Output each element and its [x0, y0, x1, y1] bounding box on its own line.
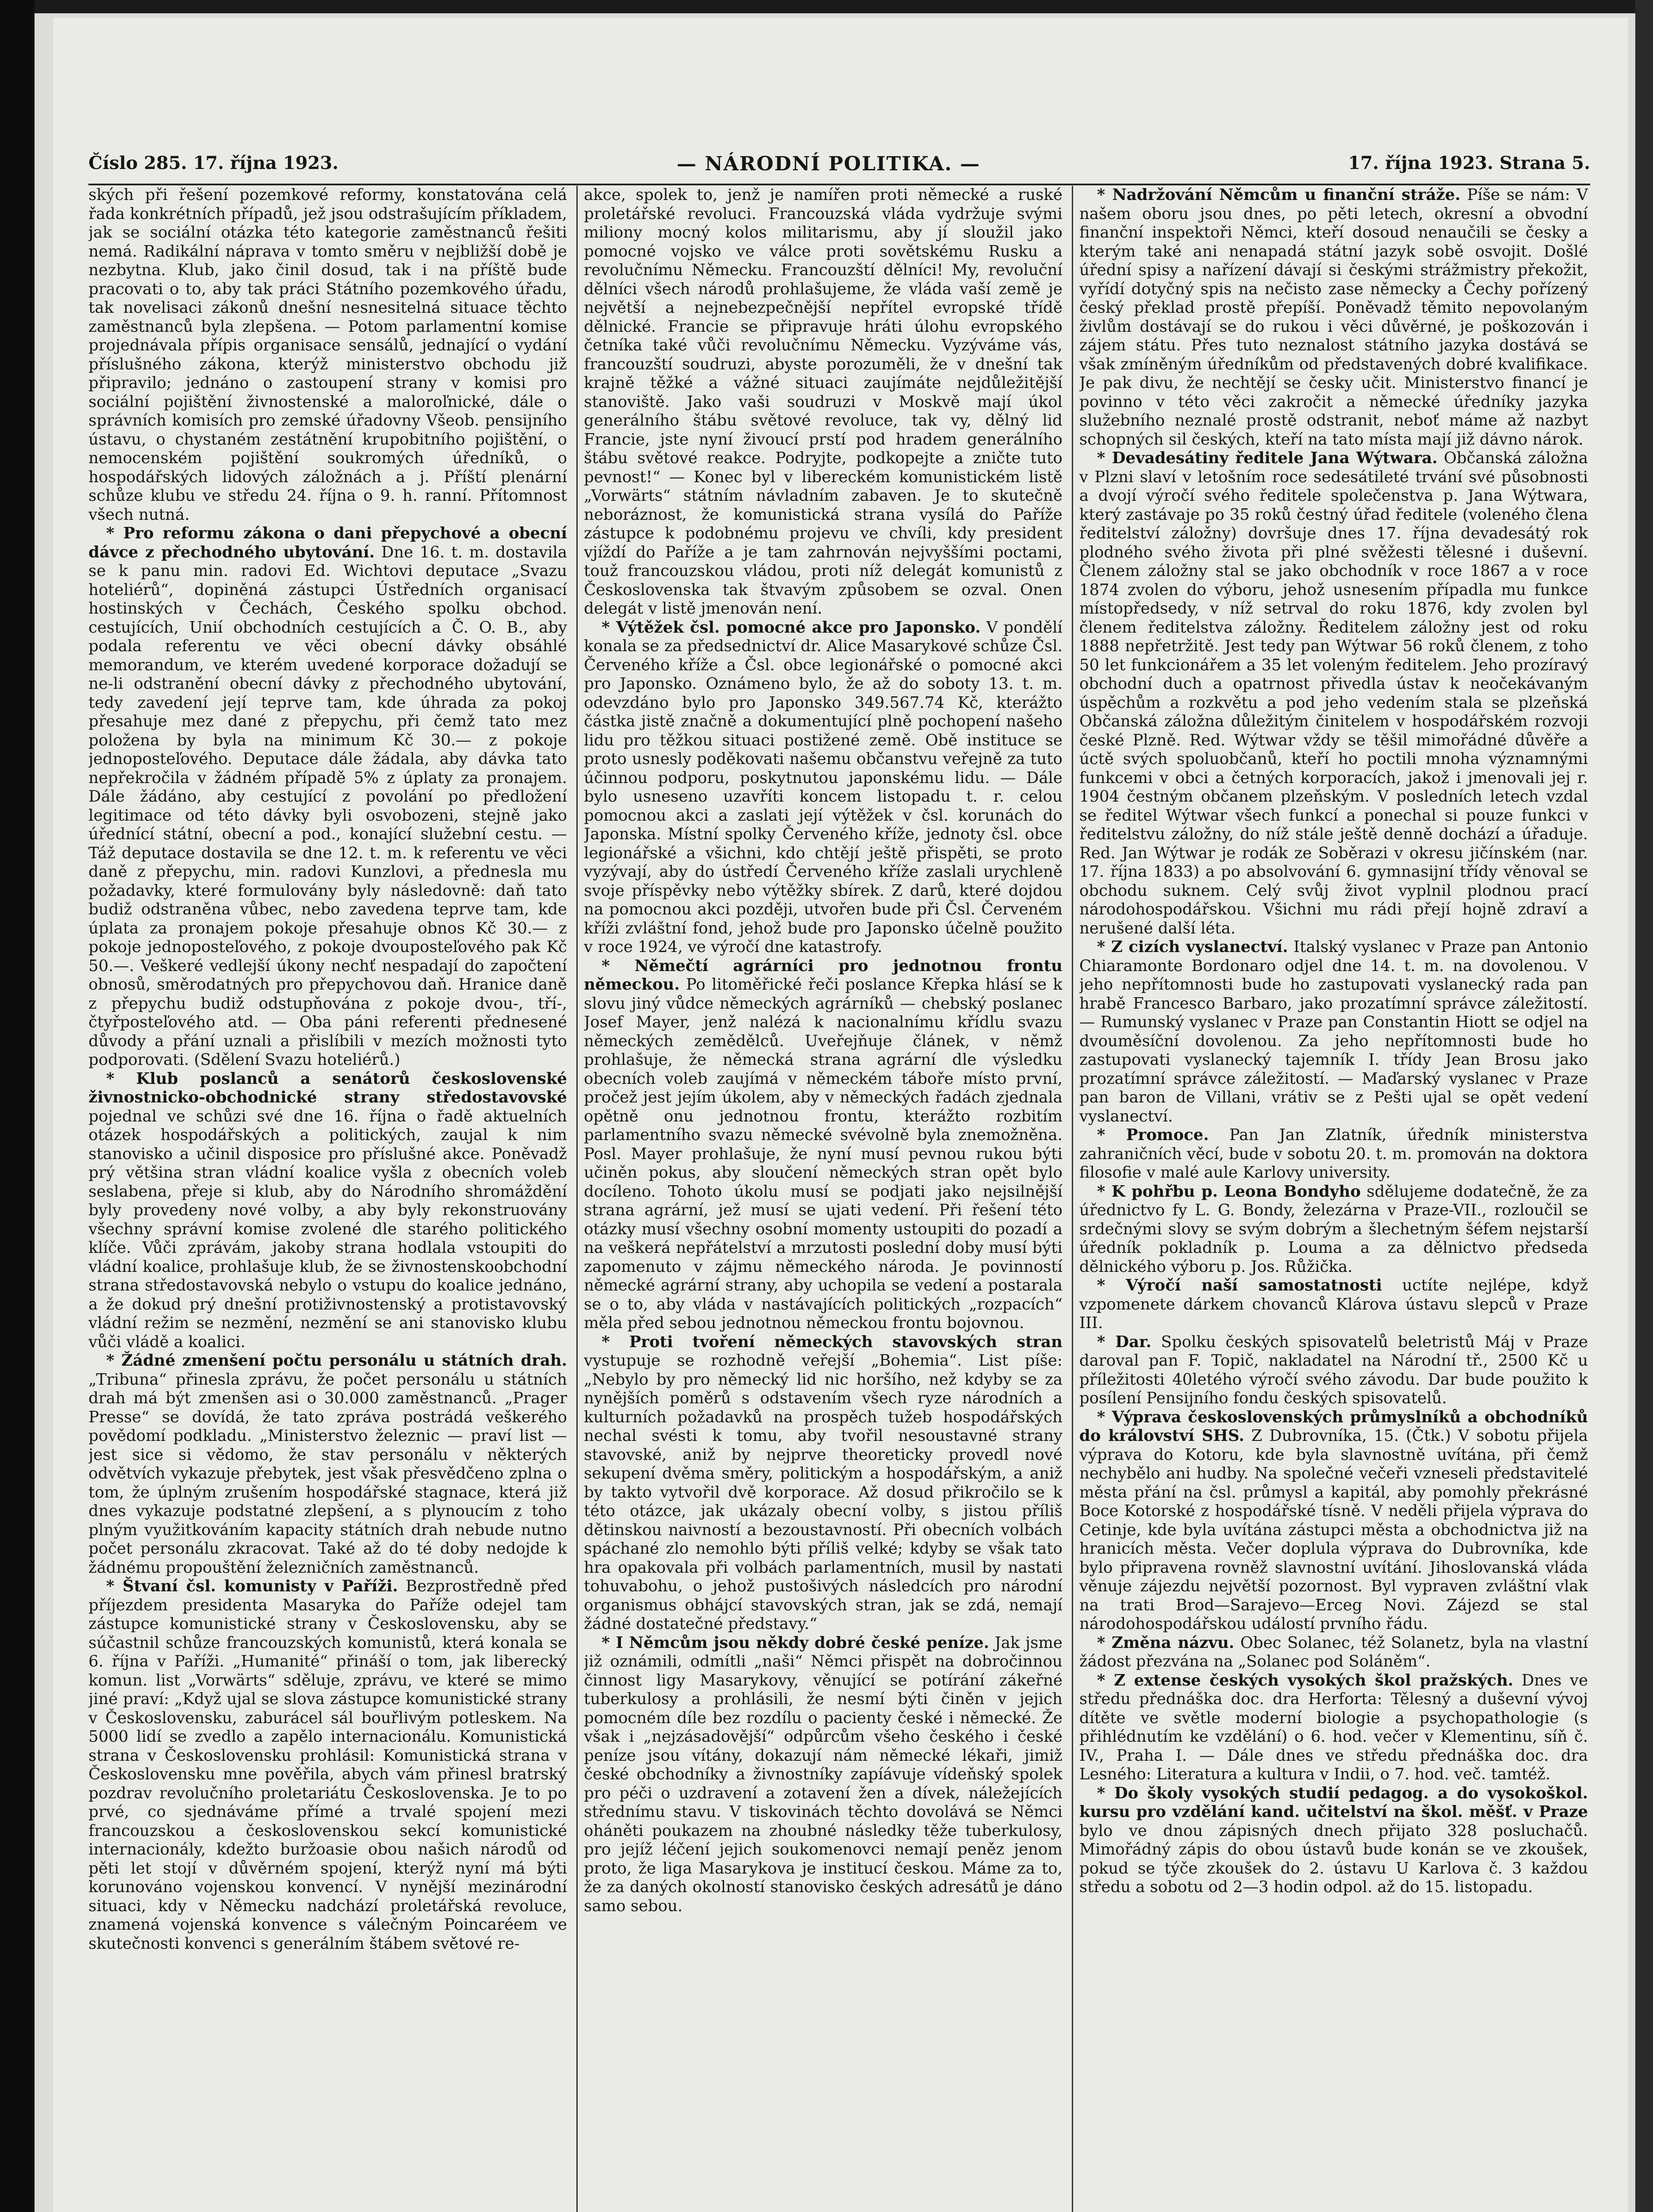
article-headline: * Výprava československých průmyslníků a obchodníků do království SHS.	[1079, 1408, 1588, 1445]
article-headline: * Výročí naší samostatnosti	[1097, 1276, 1382, 1294]
article-headline: * Pro reformu zákona o dani přepychové a obecní dávce z přechodného ubytování.	[88, 524, 567, 561]
column-divider	[1072, 186, 1073, 2212]
masthead-title: — NÁRODNÍ POLITIKA. —	[677, 153, 981, 175]
article-body: V pondělí konala se za předsednictví dr. Alice Masarykové schůze Čsl. Červeného kříže a Čsl. obce legionářské o pomocné akci pro Japonsko. Oznámeno bylo, že až do soboty 13. t. m. odevzdáno bylo pro Japonsko 349.567.74 Kč, kterážto částka jistě značně a dokumentující plně pochopení našeho lidu pro těžkou situaci postižené země. Obě instituce se proto usnesly poděkovati našemu občanstvu veřejně za tuto účinnou podporu, poskytnutou japonskému lidu. — Dále bylo usneseno uzavříti koncem listopadu t. r. celou pomocnou akci a zaslati její výtěžek v čsl. korunách do Japonska. Místní spolky Červeného kříže, jednoty čsl. obce legionářské a všichni, kdo chtějí ještě přispěti, se proto vyzývají, aby do ústředí Červeného kříže zaslali urychleně svoje příspěvky nebo výtěžky sbírek. Z darů, které dojdou na pomocnou akci později, utvořen bude při Čsl. Červeném kříži zvláštní fond, jehož bude pro Japonsko účelně použito v roce 1924, ve výročí dne katastrofy.	[584, 618, 1062, 956]
column-1	[88, 186, 567, 2212]
article-body: uctíte nejlépe, když vzpomenete dárkem chovanců Klárova ústavu slepců v Praze III.	[1079, 1276, 1588, 1332]
article-body: bylo ve dnou zápisných dnech přijato 328 posluchačů. Mimořádný zápis do obou ústavů bude konán se ve zkoušek, pokud se týče zkoušek do 2. ústavu U Karlova č. 3 každou středu a sobotu od 2—3 hodin odpol. až do 15. listopadu.	[1079, 1821, 1588, 1896]
article-headline: * Do školy vysokých studií pedagog. a do vysokoškol. kursu pro vzdělání kand. učitelství na škol. měšť. v Praze	[1079, 1784, 1588, 1821]
article-body: vystupuje se rozhodně veřejší „Bohemia“. List píše: „Nebylo by pro německý lid nic horšího, než kdyby se za nynějších poměrů s odstavením všech ryze národních a kulturních požadavků na prospěch tužeb hospodářských nechal svésti k tomu, aby tvořil nesoustavné strany stavovské, aniž by nejprve theoreticky provedl nové sekupení dvěma směry, politickým a hospodářským, a aniž by takto vytvořil dvě korporace. Až dosud přikročilo se k této otázce, jak ukázaly obecní volby, s jistou příliš dětinskou naivností a bezoustavností. Při obecních volbách spáchané zlo nemohlo býti příliš velké; kdyby se však tato hra opakovala při volbách parlamentních, musil by nastati tohuvabohu, o jehož pustošivých následcích pro národní organismus obhájcí stavovských stran, jak se zdá, nemají žádné dostatečné představy.“	[584, 1352, 1062, 1633]
article-headline: * I Němcům jsou někdy dobré české peníze.	[602, 1633, 989, 1652]
article-headline: * Promoce.	[1097, 1126, 1209, 1144]
article	[1079, 1183, 1588, 1277]
article-body: „Tribuna“ přinesla zprávu, že počet personálu u státních drah má být zmenšen asi o 30.000 zaměstnanců. „Prager Presse“ se dovídá, že tato zpráva postrádá veškerého povědomí podkladu. „Ministerstvo železnic — praví list — jest sice si vědomo, že stav personálu v některých odvětvích vykazuje přebytek, jest však přesvědčeno zplna o tom, že úplným zrušením hospodářské stagnace, která již dnes vykazuje podstatné zlepšení, a s plynoucím z toho plným využitkováním kapacity státních drah nebude nutno počet personálu zkracovat. Také až do té doby nedojde k žádnému propouštění železničních zaměstnanců.	[88, 1370, 567, 1577]
article	[1079, 1276, 1588, 1333]
page-header	[88, 153, 1590, 184]
article-body: sdělujeme dodatečně, že za úřednictvo fy L. G. Bondy, železárna v Praze-VII., rozloučil se srdečnými slovy se svým dobrým a šlechetným šéfem nejstarší úředník pokladník p. Louma a za dělnictvo předseda dělnického výboru p. Jos. Růžička.	[1079, 1182, 1588, 1276]
article-body: Občanská záložna v Plzni slaví v letošním roce sedesátileté trvání své působnosti a dvojí výročí svého ředitele společenstva p. Jana Wýtwara, který zastávaje po 35 roků čestný úřad ředitele (voleného člena ředitelství záložny) dovršuje dnes 17. října devadesátý rok plodného svého života při plné svěžesti tělesné i duševní. Členem záložny stal se jako obchodník v roce 1867 a v roce 1874 zvolen do výboru, jehož usnesením případla mu funkce místopředsedy, v níž setrval do roku 1876, kdy zvolen byl členem ředitelstva záložny. Ředitelem záložny jest od roku 1888 nepřetržitě. Jest tedy pan Wýtwar 56 roků členem, z toho 50 let funkcionářem a 35 let voleným ředitelem. Jeho prozíravý obchodní duch a opatrnost přivedla ústav k neočekávaným úspěchům a rozkvětu a pod jeho vedením stala se plzeňská Občanská záložna důležitým činitelem v hospodářském rozvoji české Plzně. Red. Wýtwar vždy se těšil mimořádné důvěře a úctě svých spoluobčanů, kteří ho poctili mnoha významnými funkcemi v obci a četných korporacích, jakož i jmenovali jej r. 1904 čestným občanem plzeňským. V posledních letech vzdal se ředitel Wýtwar všech funkcí a ponechal si pouze funkci v ředitelstvu záložny, do níž stále ještě denně dochází a úřaduje. Red. Jan Wýtwar je rodák ze Soběrazi v okresu jičínském (nar. 17. října 1833) a po absolvování 6. gymnasijní třídy věnoval se obchodu suknem. Celý svůj život vyplnil plodnou prací národohospodářskou. Všichni mu rádi přejí hojně zdraví a nerušené další léta.	[1079, 449, 1588, 937]
article	[88, 524, 567, 1070]
article-headline: * Z extense českých vysokých škol pražských.	[1097, 1671, 1514, 1690]
column-2	[584, 186, 1062, 2212]
article	[1079, 1671, 1588, 1784]
article-body: Dne 16. t. m. dostavila se k panu min. radovi Ed. Wichtovi deputace „Svazu hoteliérů“, dopiněná zástupci Ústředních organisací hostinských v Čechách, Českého spolku obchod. cestujících, Unií obchodních cestujících a Č. O. B., aby podala referentu ve věci obecní dávky obsáhlé memorandum, ve kterém uvedené korporace dožadují se ne-li odstranění obecní dávky z přechodného ubytování, tedy zavedení její teprve tam, kde úhrada za pokoj přesahuje mez dané z přepychu, při čemž tato mez položena by byla na minimum Kč 30.— z pokoje jednoposteľového. Deputace dále žádala, aby dávka tato nepřekročila v žádném případě 5% z úplaty za pronajem. Dále žádáno, aby cestující z povolání po předložení legitimace od této dávky byli osvobozeni, stejně jako úřednící státní, obecní a pod., konající služební cestu. — Táž deputace dostavila se dne 12. t. m. k referentu ve věci daně z přepychu, min. radovi Kunzlovi, a přednesla mu požadavky, které formulovány byly následovně: daň tato budiž odstraněna vůbec, nebo zavedena teprve tam, kde úplata za pronajem pokoje přesahuje obnos Kč 30.— z pokoje jednoposteľového, z pokoje dvouposteľového pak Kč 50.—. Veškeré vedlejší úkony nechť nespadají do započtení obnosů, směrodatných pro přepychovou daň. Hranice daně z přepychu budiž odstupňována z pokoje dvou-, tří-, čtyřposteľového atd. — Oba páni referenti přednesené důvody a přání uznali a přislíbili v mezích možnosti tyto podporovati. (Sdělení Svazu hoteliérů.)	[88, 543, 567, 1069]
article	[1079, 1784, 1588, 1897]
article	[1079, 186, 1588, 449]
article	[88, 1070, 567, 1352]
article-body: Bezprostředně před příjezdem presidenta Masaryka do Paříže odejel tam zástupce komunistické strany v Československu, aby se súčastnil schůze francouzských komunistů, která konala se 6. října v Paříži. „Humanité“ přináší o tom, jak liberecký komun. list „Vorwärts“ sděluje, zprávu, ve které se mimo jiné praví: „Když ujal se slova zástupce komunistické strany v Československu, zaburácel sál bouřlivým potleskem. Na 5000 lidí se zvedlo a zapělo internacionálu. Komunistická strana v Československu prohlásil: Komunistická strana v Československu mne pověřila, abych vám přinesl bratrský pozdrav revolučního proletariátu Československa. Je to po prvé, co sjednáváme přímé a trvalé spojení mezi francouzskou a československou sekcí komunistické internacionály, kdežto buržoasie obou našich národů od pěti let stojí v důvěrném spojení, kterýž nyní má býti korunováno vojenskou konvencí. V nynější mezinárodní situaci, kdy v Německu nadchází proletářská revoluce, znamená vojenská konvence s válečným Poincaréem ve skutečnosti konvenci s generálním štábem světové re-	[88, 1577, 567, 1953]
article: ských při řešení pozemkové reformy, konstatována celá řada konkrétních případů, jež jsou odstrašujícím příkladem, jak se sociální otázka této kategorie zaměstnanců řešiti nemá. Radikální náprava v tomto směru v nejbližší době je nezbytna. Klub, jako činil dosud, tak i na příště bude pracovati o to, aby tak práci Státního pozemkového úřadu, tak novelisaci zákonů dnešní nesnesitelná situace těchto zaměstnanců byla zlepšena. — Potom parlamentní komise projednávala přípis organisace sensálů, jednající o vydání příslušného zákona, kterýž ministerstvo obchodu již připravilo; jednáno o zastoupení strany v komisi pro sociální pojištění živnostenské a maloroľnické, dále o správních komisích pro zemské úřadovny Všeob. pensijního ústavu, o chystaném zestátnění krupobitního pojištění, o nemocenském pojištění soukromých úředníků, o hospodářských lidových záložnách a j. Příští plenární schůze klubu ve středu 24. října o 9. h. ranní. Přítomnost všech nutná.	[88, 186, 567, 524]
article-headline: * Němečtí agrárníci pro jednotnou frontu německou.	[584, 956, 1062, 994]
scan-border-left	[0, 0, 35, 2212]
article	[584, 618, 1062, 957]
article	[1079, 1634, 1588, 1671]
issue-number: Číslo 285. 17. října 1923.	[88, 153, 339, 173]
column-3	[1079, 186, 1588, 2212]
article-headline: * Změna názvu.	[1097, 1633, 1235, 1652]
header-rule	[88, 184, 1590, 185]
article	[88, 1352, 567, 1577]
article	[1079, 1333, 1588, 1408]
article	[1079, 938, 1588, 1126]
article-body: Z Dubrovníka, 15. (Čtk.) V sobotu přijela výprava do Kotoru, kde byla slavnostně uvítána, při čemž nechybělo ani hudby. Na společné večeři vzneseli představitelé města přání na čsl. průmysl a kapitál, aby pomohly překrásné Boce Kotorské z hospodářské tísně. V neděli přijela výprava do Cetinje, kde byla uvítána zástupci města a obchodnictva již na hranicích města. Večer doplula výprava do Dubrovníka, kde bylo připravena rovněž slavnostní uvítání. Jihoslovanská vláda věnuje zájezdu největší pozornost. Byl vypraven zvláštní vlak na trati Brod—Sarajevo—Erceg Novi. Zájezd se stal národohospodářskou událostí prvního řádu.	[1079, 1427, 1588, 1633]
article	[88, 1577, 567, 1953]
article-body: Pan Jan Zlatník, úředník ministerstva zahraničních věcí, bude v sobotu 20. t. m. promován na doktora filosofie v malé aule Karlovy university.	[1079, 1126, 1588, 1182]
article	[1079, 1408, 1588, 1634]
article-headline: * Žádné zmenšení počtu personálu u státních drah.	[106, 1352, 567, 1370]
article	[584, 1333, 1062, 1634]
article-body: pojednal ve schůzi své dne 16. října o řadě aktuelních otázek hospodářských a politických, zaujal k nim stanovisko a učinil disposice pro příslušné akce. Poněvadž prý většina stran vládní koalice vyšla z obecních voleb seslabena, přeje si klub, aby do Národního shromáždění byly provedeny nové volby, a aby byly rekonstruovány všechny správní komise zvolené dle starého politického klíče. Vůči zprávám, jakoby strana hodlala vstoupiti do vládní koalice, prohlašuje klub, že se živnostenskoobchodní strana středostavovská nebylo o vstupu do koalice jednáno, a že dokud prý dnešní protiživnostenský a protistavovský vládní režim se nezmění, nezmění se ani stanovisko klubu vůči vládě a koalici.	[88, 1107, 567, 1351]
article-headline: * Z cizích vyslanectví.	[1097, 938, 1288, 956]
article-headline: * K pohřbu p. Leona Bondyho	[1097, 1182, 1361, 1201]
article-headline: * Nadržování Němcům u finanční stráže.	[1097, 186, 1461, 204]
article-headline: * Devadesátiny ředitele Jana Wýtwara.	[1097, 449, 1438, 467]
scan-border-right	[1635, 0, 1653, 2212]
column-divider	[576, 186, 578, 2212]
scan-border-top	[0, 0, 1653, 13]
article: akce, spolek to, jenž je namířen proti německé a ruské proletářské revoluci. Francouzská vláda vydržuje svými miliony mocný kolos militarismu, aby jí sloužil jako pomocné vojsko ve válce proti sovětskému Rusku a revolučnímu Německu. Francouzští dělníci! My, revoluční dělníci všech národů prohlašujeme, že vláda vaší země je největší a nejnebezpečnější nepřítel evropské třídě dělnické. Francie se připravuje hráti úlohu evropského četníka také vůči revolučnímu Německu. Vyzýváme vás, francouzští soudruzi, abyste porozuměli, že v dnešní tak krajně těžké a vážné situaci zaujímáte nejdůležitější stanoviště. Jako vaši soudruzi v Moskvě mají úkol generálního štábu světové revoluce, tak vy, dělný lid Francie, jste nyní živoucí prstí pod hradem generálního štábu světové reakce. Podryjte, podkopejte a zničte tuto pevnost!“ — Konec byl v libereckém komunistickém listě „Vorwärts“ státním návladním zabaven. Je to skutečně neboráznost, že komunistická strana vysílá do Paříže zástupce k podobnému projevu ve chvíli, kdy president vjíždí do Paříže a je tam zahrnován nejvyššími poctami, touž francouzskou vládou, proti níž delegát komunistů z Československa tak štvavým způsobem se ozval. Onen delegát v listě jmenován není.	[584, 186, 1062, 618]
article	[584, 957, 1062, 1333]
article	[1079, 1126, 1588, 1183]
article-headline: * Klub poslanců a senátorů československé živnostnicko-obchodnické strany středostavovské	[88, 1069, 567, 1106]
article-headline: * Proti tvoření německých stavovských stran	[602, 1333, 1062, 1351]
article-body: Italský vyslanec v Praze pan Antonio Chiaramonte Bordonaro odjel dne 14. t. m. na dovolenou. V jeho nepřítomnosti bude ho zastupovati vyslanecký rada pan hrabě Francesco Barbaro, jako prozatímní správce záležitostí. — Rumunský vyslanec v Praze pan Constantin Hiott se odjel na dvouměsíční dovolenou. Za jeho nepřítomnosti bude ho zastupovati vyslanecký tajemník I. třídy Jean Brosu jako prozatímní správce záležitostí. — Maďarský vyslanec v Praze pan baron de Villani, vrátiv se z Pešti ujal se opět vedení vyslanectví.	[1079, 938, 1588, 1125]
date-page-number: 17. října 1923. Strana 5.	[1348, 153, 1590, 173]
article-headline: * Výtěžek čsl. pomocné akce pro Japonsko.	[602, 618, 981, 637]
article-body: Obec Solanec, též Solanetz, byla na vlastní žádost přezvána na „Solanec pod Soláněm“.	[1079, 1633, 1588, 1671]
article-headline: * Štvaní čsl. komunisty v Paříži.	[106, 1577, 398, 1595]
article-body: Spolku českých spisovatelů beletristů Máj v Praze daroval pan F. Topič, nakladatel na Národní tř., 2500 Kč u příležitosti 40letého výročí svého závodu. Dar bude použito k posílení Pensijního fondu českých spisovatelů.	[1079, 1333, 1588, 1407]
article	[584, 1634, 1062, 1916]
article-body: Jak jsme již oznámili, odmítli „naši“ Němci přispět na dobročinnou činnost ligy Masarykovy, věnující se potírání zákeřné tuberkulosy a prohlásili, že nesmí býti činěn v jejich pomocném díle bez rozdílu o pacienty české i německé. Že však i „nejzásadovější“ odpůrcům všeho českého i české peníze jsou vítány, dokazují nám německé lékaři, jimiž české obchodníky a živnostníky zapíávuje vídeňský spolek pro péči o uzdravení a zotavení žen a dívek, náležejících střednímu stavu. V tiskovinách těchto dovolává se Němci oháněti poukazem na zhoubné následky těže tuberkulosy, pro jejíž léčení jejich soukomenovci nemají peněz jenom proto, že liga Masarykova je institucí českou. Máme za to, že za daných okolností stanovisko českých adresátů je dáno samo sebou.	[584, 1633, 1062, 1915]
article-headline: * Dar.	[1097, 1333, 1152, 1351]
article-body: Píše se nám: V našem oboru jsou dnes, po pěti letech, okresní a obvodní finanční inspektoři Němci, kteří dosoud nenaučili se česky a kterým také ani nenapadá státní jazyk sobě osvojit. Došlé úřední spisy a nařízení dávají si českými strážmistry překožit, vyřídí dotyčný spis na nečisto zase německy a Čechy pořízený český překlad prostě přepíší. Poněvadž těmito nepovolaným živlům dostávají se do rukou i věci důvěrné, je poškozován i zájem státu. Přes tuto neznalost státního jazyka dostává se však zmíněným úředníkům od představených dobré kvalifikace. Je pak divu, že nechtějí se česky učit. Ministerstvo financí je povinno v této věci zakročit a německé úředníky jazyka služebního neznalé prostě odstranit, neboť máme až nazbyt schopných sil českých, kteří na tato místa mají již dávno nárok.	[1079, 186, 1588, 449]
article-body: Po litoměřické řeči poslance Křepka hlásí se k slovu jiný vůdce německých agrárníků — chebský poslanec Josef Mayer, jenž nalézá k nacionalnímu křídlu svazu německých zemědělců. Uveřejňuje článek, v němž prohlašuje, že německá strana agrární dle výsledku obecních voleb zaujímá v německém táboře místo první, pročež jest jejím úkolem, aby v německých řadách zjednala opětně onu jednotnou frontu, kterážto rozbitím parlamentního svazu německé svévolně byla znemožněna. Posl. Mayer prohlašuje, že nyní musí pevnou rukou býti učiněn pokus, aby sloučení německých stran opět bylo docíleno. Tohoto úkolu musí se podjati jako nejsilnější strana agrární, jež musí se ujati vedení. Při řešení této otázky musí všechny osobní momenty ustoupiti do pozadí a na veškerá nepřátelství a mrzutosti poslední doby musí býti zapomenuto v zájmu německého národa. Je povinností německé agrární strany, aby uchopila se vedení a postarala se o to, aby vláda v nastávajících politických „rozpacích“ měla před sebou jednotnou německou frontu bojovnou.	[584, 975, 1062, 1332]
article-body: Dnes ve středu přednáška doc. dra Herforta: Tělesný a duševní vývoj dítěte ve světle moderní biologie a psychopathologie (s přihlédnutím ke vzdělání) o 6. hod. večer v Klementinu, síň č. IV., Praha I. — Dále dnes ve středu přednáška doc. dra Lesného: Literatura a kultura v Indii, o 7. hod. več. tamtéž.	[1079, 1671, 1588, 1783]
article	[1079, 449, 1588, 938]
